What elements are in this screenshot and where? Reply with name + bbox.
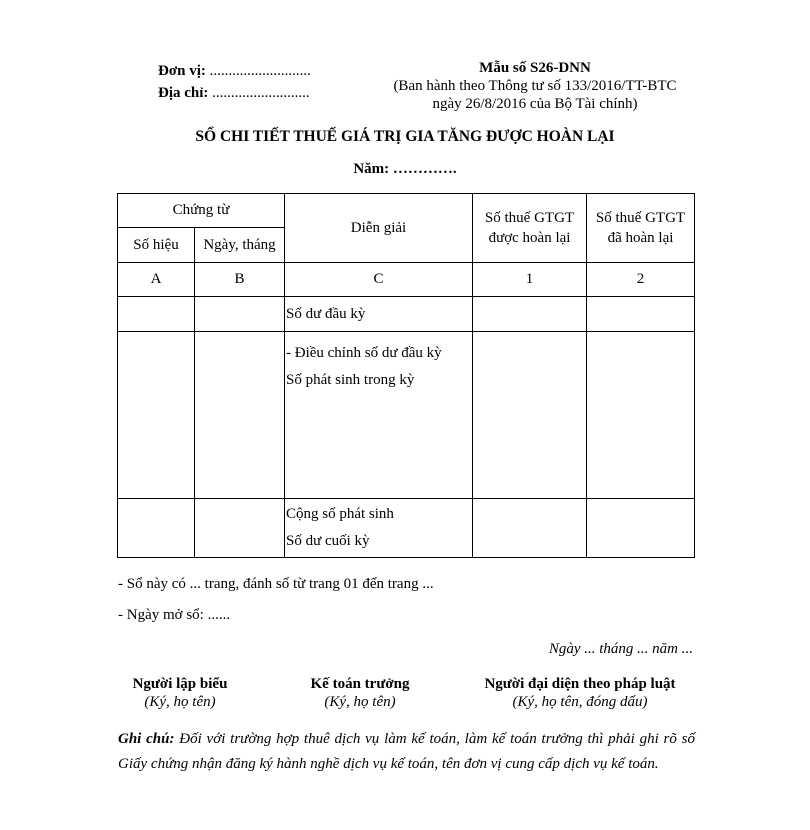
row-arising: Số phát sinh trong kỳ xyxy=(286,372,415,388)
code-a: A xyxy=(118,263,195,297)
table-cell xyxy=(118,499,195,558)
footnote xyxy=(118,727,695,777)
issued-line-2: ngày 26/8/2016 của Bộ Tài chính) xyxy=(432,96,638,112)
signature-role: Người đại diện theo pháp luật xyxy=(484,676,676,692)
notes xyxy=(118,569,434,631)
footnote-text: Đối với trường hợp thuê dịch vụ làm kế toán, làm kế toán trưởng thì phải ghi rõ số Giấy chứng nhận đăng ký hành nghề dịch vụ kế toán, tên đơn vị cung cấp dịch vụ kế toán. xyxy=(118,731,695,772)
year-line: Năm: …………. xyxy=(353,161,457,177)
col-header-dien-giai: Diễn giải xyxy=(285,194,473,263)
row-totals-cell xyxy=(285,499,473,558)
issued-line-1: (Ban hành theo Thông tư số 133/2016/TT-BTC xyxy=(393,78,677,94)
col-1-line2: được hoàn lại xyxy=(488,230,571,246)
form-number: Mẫu số S26-DNN xyxy=(479,60,591,76)
signature-role: Kế toán trưởng xyxy=(310,676,410,692)
signature-legal-representative xyxy=(450,675,710,711)
col-header-2 xyxy=(587,194,695,263)
table-cell xyxy=(473,499,587,558)
code-1: 1 xyxy=(473,263,587,297)
code-b: B xyxy=(195,263,285,297)
table-cell xyxy=(587,297,695,332)
signature-chief-accountant xyxy=(290,675,430,711)
note-pages: - Sổ này có ... trang, đánh số từ trang 01 đến trang ... xyxy=(118,576,434,592)
signature-preparer xyxy=(110,675,250,711)
document-title: SỔ CHI TIẾT THUẾ GIÁ TRỊ GIA TĂNG ĐƯỢC HOÀN LẠI xyxy=(195,128,615,145)
col-2-line2: đã hoàn lại xyxy=(607,230,674,246)
signature-role: Người lập biểu xyxy=(132,676,228,692)
address-value: .......................... xyxy=(212,85,310,101)
table-cell xyxy=(118,332,195,499)
form-info xyxy=(370,59,700,113)
table-cell xyxy=(587,499,695,558)
code-c: C xyxy=(285,263,473,297)
unit-label: Đơn vị: xyxy=(158,63,206,79)
table-cell xyxy=(195,297,285,332)
row-arising-cell xyxy=(285,332,473,499)
footnote-label: Ghi chú: xyxy=(118,731,175,747)
signature-hint: (Ký, họ tên, đóng dấu) xyxy=(512,694,648,710)
table-cell xyxy=(587,332,695,499)
row-closing-balance: Số dư cuối kỳ xyxy=(286,533,370,549)
table-cell xyxy=(195,499,285,558)
address-label: Địa chỉ: xyxy=(158,85,209,101)
ledger-table xyxy=(117,193,695,558)
code-2: 2 xyxy=(587,263,695,297)
col-2-line1: Số thuế GTGT xyxy=(595,210,686,226)
signature-hint: (Ký, họ tên) xyxy=(324,694,396,710)
row-total-arising: Cộng số phát sinh xyxy=(286,506,394,522)
col-header-so-hieu: Số hiệu xyxy=(118,228,195,263)
group-header-chung-tu: Chứng từ xyxy=(118,194,285,228)
row-adjust-opening: - Điều chỉnh số dư đầu kỳ xyxy=(286,345,442,361)
table-cell xyxy=(473,297,587,332)
note-open-date: - Ngày mở sổ: ...... xyxy=(118,607,231,623)
unit-value: ........................... xyxy=(209,63,311,79)
unit-info xyxy=(158,60,311,104)
table-cell xyxy=(118,297,195,332)
col-header-ngay-thang: Ngày, tháng xyxy=(195,228,285,263)
signature-hint: (Ký, họ tên) xyxy=(144,694,216,710)
row-opening-balance: Số dư đầu kỳ xyxy=(285,297,473,332)
date-line: Ngày ... tháng ... năm ... xyxy=(548,641,693,657)
col-1-line1: Số thuế GTGT xyxy=(484,210,575,226)
table-cell xyxy=(195,332,285,499)
table-cell xyxy=(473,332,587,499)
col-header-1 xyxy=(473,194,587,263)
